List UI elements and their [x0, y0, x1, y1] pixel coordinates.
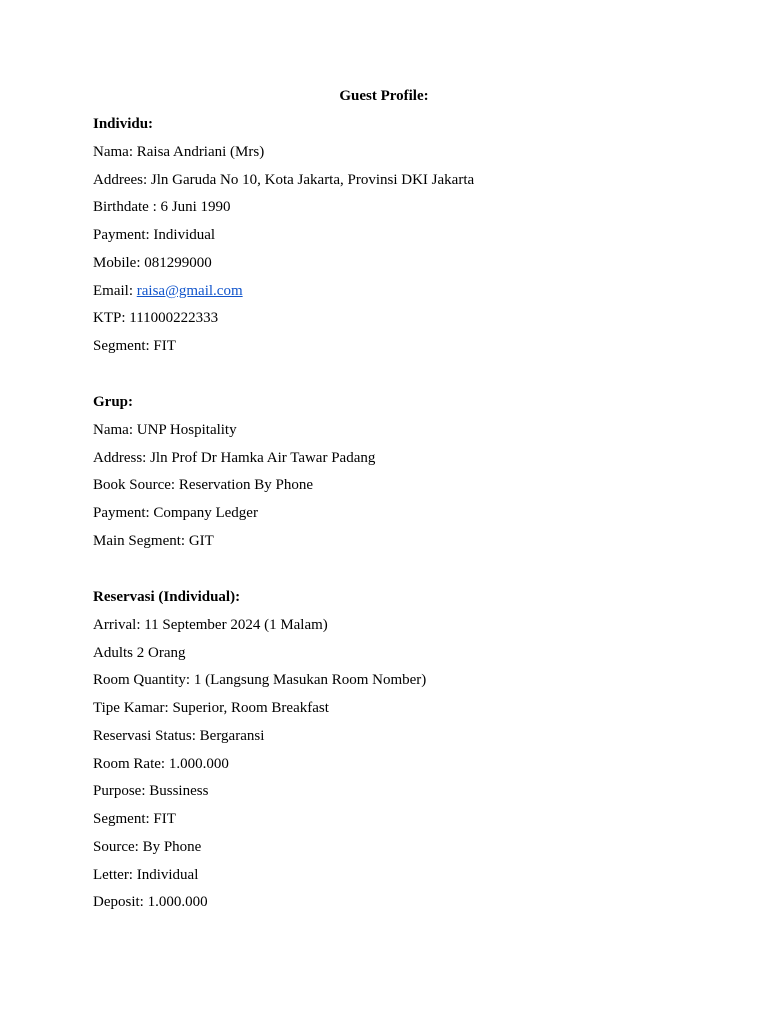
reservasi-adults: Adults 2 Orang [93, 644, 186, 661]
individu-section [93, 115, 713, 365]
individu-email [93, 282, 713, 310]
reservasi-status: Reservasi Status: Bergaransi [93, 727, 265, 744]
reservasi-arrival: Arrival: 11 September 2024 (1 Malam) [93, 616, 328, 633]
reservasi-deposit: Deposit: 1.000.000 [93, 894, 208, 911]
individu-payment: Payment: Individual [93, 227, 216, 243]
reservasi-purpose: Purpose: Bussiness [93, 783, 209, 800]
grup-main-segment: Main Segment: GIT [93, 532, 214, 549]
individu-ktp: KTP: 111000222333 [93, 310, 219, 327]
email-label: Email: [93, 282, 137, 299]
individu-address: Addrees: Jln Garuda No 10, Kota Jakarta, Provinsi DKI Jakarta [93, 171, 475, 188]
reservasi-letter: Letter: Individual [93, 866, 199, 883]
reservasi-room-quantity: Room Quantity: 1 (Langsung Masukan Room Nomber) [93, 672, 427, 689]
individu-segment: Segment: FIT [93, 338, 176, 354]
grup-address: Address: Jln Prof Dr Hamka Air Tawar Padang [93, 449, 376, 466]
grup-section [93, 393, 713, 560]
reservasi-tipe-kamar: Tipe Kamar: Superior, Room Breakfast [93, 700, 329, 716]
reservasi-heading: Reservasi (Individual): [93, 589, 241, 605]
reservasi-section [93, 588, 713, 921]
individu-heading: Individu: [93, 116, 154, 132]
individu-nama: Nama: Raisa Andriani (Mrs) [93, 143, 265, 160]
grup-heading: Grup: [93, 394, 134, 410]
reservasi-segment: Segment: FIT [93, 811, 176, 827]
individu-mobile: Mobile: 081299000 [93, 254, 212, 271]
grup-payment: Payment: Company Ledger [93, 505, 258, 521]
reservasi-source: Source: By Phone [93, 838, 202, 855]
reservasi-room-rate: Room Rate: 1.000.000 [93, 755, 229, 772]
grup-nama: Nama: UNP Hospitality [93, 421, 237, 438]
page-title: Guest Profile: [339, 88, 429, 104]
email-link[interactable]: raisa@gmail.com [136, 282, 243, 299]
individu-birthdate: Birthdate : 6 Juni 1990 [93, 199, 231, 216]
grup-book-source: Book Source: Reservation By Phone [93, 477, 313, 494]
